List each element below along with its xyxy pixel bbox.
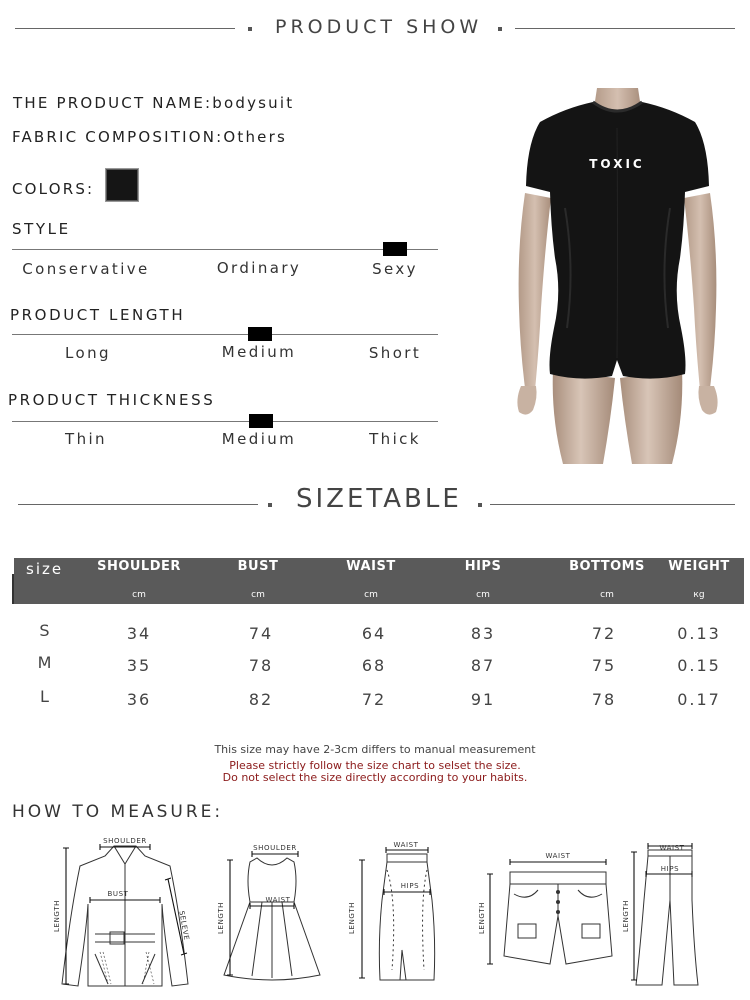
row-size-label: S — [39, 621, 51, 640]
thickness-scale-title: PRODUCT THICKNESS — [8, 391, 216, 409]
skirt-hips-label: HIPS — [400, 882, 420, 890]
skirt-length-label: LENGTH — [348, 902, 356, 934]
table-cell: 82 — [248, 690, 274, 709]
table-cell: 34 — [126, 624, 152, 643]
table-cell: 74 — [248, 624, 274, 643]
jacket-shoulder-label: SHOULDER — [103, 837, 147, 845]
thickness-scale-line — [12, 421, 438, 422]
row-size-label: M — [37, 653, 53, 672]
pants-hips-label: HIPS — [660, 865, 680, 873]
pants-waist-label: WAIST — [659, 844, 685, 852]
shorts-measure-diagram — [478, 846, 613, 976]
table-cell: 0.13 — [677, 624, 721, 643]
thickness-scale-marker — [249, 414, 273, 428]
header-dot-left — [248, 27, 252, 31]
thickness-option-medium: Medium — [221, 430, 297, 448]
style-scale-title: STYLE — [12, 220, 71, 238]
sizetable-dot-left — [268, 503, 272, 507]
jacket-length-label: LENGTH — [53, 900, 61, 932]
table-cell: 0.15 — [677, 656, 721, 675]
fabric-composition: FABRIC COMPOSITION:Others — [12, 128, 287, 146]
column-header-shoulder: SHOULDER — [97, 559, 181, 574]
table-cell: 83 — [470, 624, 496, 643]
table-cell: 68 — [361, 656, 387, 675]
column-unit-weight: кg — [693, 590, 705, 600]
column-header-size: size — [26, 560, 64, 578]
table-cell: 72 — [361, 690, 387, 709]
column-header-hips: HIPS — [464, 559, 502, 574]
length-scale-line — [12, 334, 438, 335]
column-header-bottoms: BOTTOMS — [569, 559, 645, 574]
header-rule-right — [515, 28, 735, 29]
dress-measure-diagram — [212, 840, 332, 985]
pants-length-label: LENGTH — [622, 900, 630, 932]
table-cell: 72 — [591, 624, 617, 643]
page-title: PRODUCT SHOW — [275, 16, 483, 38]
pants-measure-diagram — [622, 840, 702, 990]
table-cell: 78 — [591, 690, 617, 709]
sizetable-title: SIZETABLE — [296, 484, 462, 514]
product-name: THE PRODUCT NAME:bodysuit — [13, 94, 295, 112]
column-header-bust: BUST — [237, 559, 279, 574]
column-unit-bottoms: cm — [600, 590, 614, 600]
table-cell: 64 — [361, 624, 387, 643]
sizetable-dot-right — [478, 503, 482, 507]
jacket-sleeve-label: SELEVE — [177, 910, 191, 942]
warning-note-2: Do not select the size directly according to your habits. — [222, 771, 528, 784]
column-header-weight: WEIGHT — [668, 559, 730, 574]
table-cell: 91 — [470, 690, 496, 709]
skirt-measure-diagram — [342, 840, 452, 985]
measurement-note: This size may have 2-3cm differs to manual measurement — [214, 743, 536, 756]
style-scale-line — [12, 249, 438, 250]
length-scale-title: PRODUCT LENGTH — [10, 306, 186, 324]
dress-length-label: LENGTH — [217, 902, 225, 934]
style-option-sexy: Sexy — [372, 260, 418, 278]
column-unit-waist: cm — [364, 590, 378, 600]
jacket-bust-label: BUST — [107, 890, 129, 898]
dress-shoulder-label: SHOULDER — [253, 844, 297, 852]
length-option-medium: Medium — [221, 343, 297, 361]
thickness-option-thick: Thick — [369, 430, 421, 448]
style-scale-marker — [383, 242, 407, 256]
sizetable-rule-left — [18, 504, 258, 505]
sizetable-rule-right — [490, 504, 735, 505]
length-option-long: Long — [65, 344, 111, 362]
shorts-length-label: LENGTH — [478, 902, 486, 934]
shorts-waist-label: WAIST — [545, 852, 571, 860]
thickness-option-thin: Thin — [65, 430, 107, 448]
style-option-conservative: Conservative — [22, 260, 150, 278]
table-cell: 87 — [470, 656, 496, 675]
style-option-ordinary: Ordinary — [216, 259, 302, 277]
header-dot-right — [498, 27, 502, 31]
product-photo — [505, 88, 730, 466]
table-cell: 35 — [126, 656, 152, 675]
jacket-measure-diagram — [50, 834, 200, 990]
colors-label: COLORS: — [12, 180, 95, 198]
length-option-short: Short — [368, 344, 422, 362]
dress-waist-label: WAIST — [265, 896, 291, 904]
table-cell: 0.17 — [677, 690, 721, 709]
how-to-measure-title: HOW TO MEASURE: — [12, 802, 224, 822]
column-unit-hips: cm — [476, 590, 490, 600]
color-swatch-black[interactable] — [105, 168, 139, 202]
length-scale-marker — [248, 327, 272, 341]
column-unit-shoulder: cm — [132, 590, 146, 600]
table-cell: 78 — [248, 656, 274, 675]
warning-note-1: Please strictly follow the size chart to selset the size. — [229, 759, 521, 772]
table-cell: 36 — [126, 690, 152, 709]
skirt-waist-label: WAIST — [393, 841, 419, 849]
header-rule-left — [15, 28, 235, 29]
column-unit-bust: cm — [251, 590, 265, 600]
row-size-label: L — [40, 687, 50, 706]
column-header-waist: WAIST — [346, 559, 396, 574]
toxic-print-text: TOXIC — [589, 157, 645, 171]
table-cell: 75 — [591, 656, 617, 675]
